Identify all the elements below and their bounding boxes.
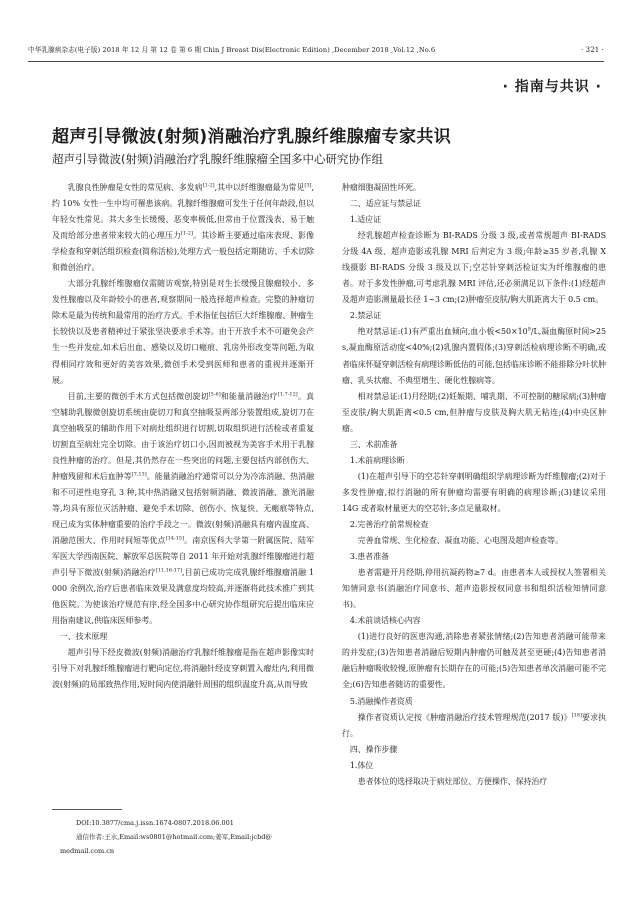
section-heading: 二、适应证与禁忌证 <box>349 199 421 209</box>
paragraph: 患者需避开月经期,停用抗凝药物≥7 d。由患者本人或授权人签署相关知情同意书(消融治疗同意书、超声造影授权同意书和组织活检知情同意书)。 <box>342 568 606 610</box>
paragraph: 经乳腺超声检查诊断为 BI-RADS 分级 3 级,或者常规超声 BI-RADS 分级 4A 级、超声造影或乳腺 MRI 后判定为 3 级;年龄≥35 岁者,乳腺 X 线摄影 BI-RADS 分级 3 级及以下;空芯针穿刺活检证实为纤维腺瘤的患者。对于多发性肿瘤,可考虑乳腺 MRI 评估,还必须满足以下条件:(1)经超声及超声造影测量最长径 1~3 cm;(2)肿瘤至皮肤/胸大肌距离大于 0.5 cm。 <box>342 231 606 305</box>
subsection-heading: 1.体位 <box>349 760 374 770</box>
section-heading: 三、术前准备 <box>349 439 398 449</box>
subsection-heading: 3.患者准备 <box>349 552 389 562</box>
footnote-correspondence: 通信作者:王水,Email:ws0801@hotmail.com;姜军,Email:jcbd@ <box>76 833 272 841</box>
section-heading: 四、操作步骤 <box>349 744 398 754</box>
running-header-text: 中华乳腺病杂志(电子版) 2018 年 12 月 第 12 卷 第 6 期 Chin J Breast Dis(Electronic Edition) ,December 2018 ,Vol.12 ,No.6 <box>28 46 436 54</box>
paragraph: (1)在超声引导下的空芯针穿刺明确组织学病理诊断为纤维腺瘤;(2)对于多发性肿瘤,拟行消融的所有肿瘤均需要有明确的病理诊断;(3)建议采用 14G 或者取材量更大的空芯针,多点足量取材。 <box>342 471 606 513</box>
footnote-doi: DOI:10.3877/cma.j.issn.1674-0807.2018.06.001 <box>76 819 234 827</box>
subsection-heading: 2.完善治疗前常规检查 <box>349 519 429 529</box>
subsection-heading: 4.术前谈话核心内容 <box>349 616 421 626</box>
footnote <box>60 816 314 858</box>
footnote-correspondence-cont: medmail.com.cn <box>60 847 115 855</box>
article-author: 超声引导微波(射频)消融治疗乳腺纤维腺瘤全国多中心研究协作组 <box>52 152 383 166</box>
paragraph: 超声引导下经皮微波(射频)消融治疗乳腺纤维腺瘤是指在超声影像实时引导下对乳腺纤维腺瘤进行靶向定位,将消融针经皮穿刺置入瘤灶内,利用微波(射频)的局部致热作用,短时间内使消融针周围的组织温度升高,从而导致 <box>52 648 314 690</box>
subsection-heading: 5.消融操作者资质 <box>349 696 413 706</box>
paragraph: 相对禁忌证:(1)月经期;(2)妊娠期、哺乳期、不可控制的糖尿病;(3)肿瘤至皮肤/胸大肌距离<0.5 cm,但肿瘤与皮肤及胸大肌无粘连;(4)中央区肿瘤。 <box>342 391 606 433</box>
section-tag: · 指南与共识 · <box>502 79 602 95</box>
subsection-heading: 1.术前病理诊断 <box>349 455 405 465</box>
paragraph: 目前,主要的微创手术方式包括微创旋切[5-6]和能量消融治疗[1,7-12]。真空辅助乳腺微创旋切系统由旋切刀和真空抽吸泵两部分装置组成,旋切刀在真空抽吸泵的辅助作用下对病灶组织进行切割,切取组织进行活检或者重复切割直至病灶完全切除。由于该治疗切口小,因而被视为美容手术用于乳腺良性肿瘤的治疗。但是,其仍然存在一些突出的问题,主要包括内部创伤大、肿瘤残留和术后血肿等[7,13]。能量消融治疗通常可以分为冷冻消融、热消融和不可逆性电穿孔 3 种,其中热消融又包括射频消融、微波消融、激光消融等,均具有原位灭活肿瘤、避免手术切除、创伤小、恢复快、无瘢痕等特点,现已成为实体肿瘤重要的治疗手段之一。微波(射频)消融具有瘤内温度高、消融范围大、作用时间短等优点[14-15]。南京医科大学第一附属医院、陆军军医大学西南医院、解放军总医院等自 2011 年开始对乳腺纤维腺瘤进行超声引导下微波(射频)消融治疗[11,16-17],目前已成功完成乳腺纤维腺瘤消融 1 000 余例次,治疗后患者临床效果及满意度均较高,并逐渐将此技术推广到其他医院。为使该治疗规范有序,经全国多中心研究协作组研究后提出临床应用指南建议,供临床医师参考。 <box>52 390 314 626</box>
page-number: · 321 · <box>581 46 604 54</box>
paragraph: 肿瘤细胞凝固性坏死。 <box>342 183 421 192</box>
paragraph: 大部分乳腺纤维腺瘤仅需随访观察,特别是对生长缓慢且腺瘤较小、多发性腺瘤以及年龄较小的患者,观察期间一般选择超声检查。完整的肿瘤切除术是最为传统和最常用的治疗方式。手术指征包括巨大纤维腺瘤、肿瘤生长较快以及患者精神过于紧张坚决要求手术等。由于开放手术不可避免会产生一些并发症,如术后出血、感染以及切口瘢痕、乳房外形改变等问题,为取得相同疗效和更好的美容效果,微创手术受到医师和患者的重视并逐渐开展。 <box>52 279 314 385</box>
paragraph: 操作者资质认定按《肿瘤消融治疗技术管理规范(2017 版)》[18]要求执行。 <box>342 711 606 738</box>
running-header <box>28 46 604 55</box>
footnote-rule <box>52 809 122 810</box>
paragraph: 完善血常规、生化检查、凝血功能、心电图及超声检查等。 <box>357 536 563 546</box>
paragraph: 乳腺良性肿瘤是女性的常见病、多发病[1-2],其中以纤维腺瘤最为常见[3],约 10% 女性一生中均可罹患该病。乳腺纤维腺瘤可发生于任何年龄段,但以年轻女性常见。其大多生长缓慢、恶变率极低,但常由于位置浅表、易于触及而给部分患者带来较大的心理压力[1-2]。其诊断主要通过临床表现、影像学检查和穿刺活组织检查(简称活检),处理方式一般包括定期随访、手术切除和微创治疗。 <box>52 182 314 273</box>
paragraph: 绝对禁忌证:(1)有严重出血倾向,血小板$<50\times 10^9/L$,凝血酶原时间>25 s,凝血酶原活动度<40%;(2)乳腺内置假体;(3)穿刺活检病理诊断不明确,或者临床怀疑穿刺活检有病理诊断低估的可能,包括临床诊断不能排除分叶状肿瘤、乳头状瘤、不典型增生、硬化性腺病等。 <box>342 326 607 385</box>
subsection-heading: 1.适应证 <box>349 215 382 225</box>
paragraph: 患者体位的选择取决于病灶部位、方便操作、保持治疗 <box>357 776 548 786</box>
header-rule <box>28 61 604 62</box>
section-heading: 一、技术原理 <box>59 632 108 642</box>
right-column <box>342 180 606 790</box>
subsection-heading: 2.禁忌证 <box>349 311 382 321</box>
left-column <box>52 180 314 694</box>
paragraph: (1)进行良好的医患沟通,消除患者紧张情绪;(2)告知患者消融可能带来的并发症;(3)告知患者消融后短期内肿瘤仍可触及甚至更硬;(4)告知患者消融后肿瘤吸收较慢,原肿瘤有长期存在的可能;(5)告知患者单次消融可能不完全;(6)告知患者随访的重要性。 <box>342 632 606 690</box>
article-title: 超声引导微波(射频)消融治疗乳腺纤维腺瘤专家共识 <box>52 127 452 147</box>
